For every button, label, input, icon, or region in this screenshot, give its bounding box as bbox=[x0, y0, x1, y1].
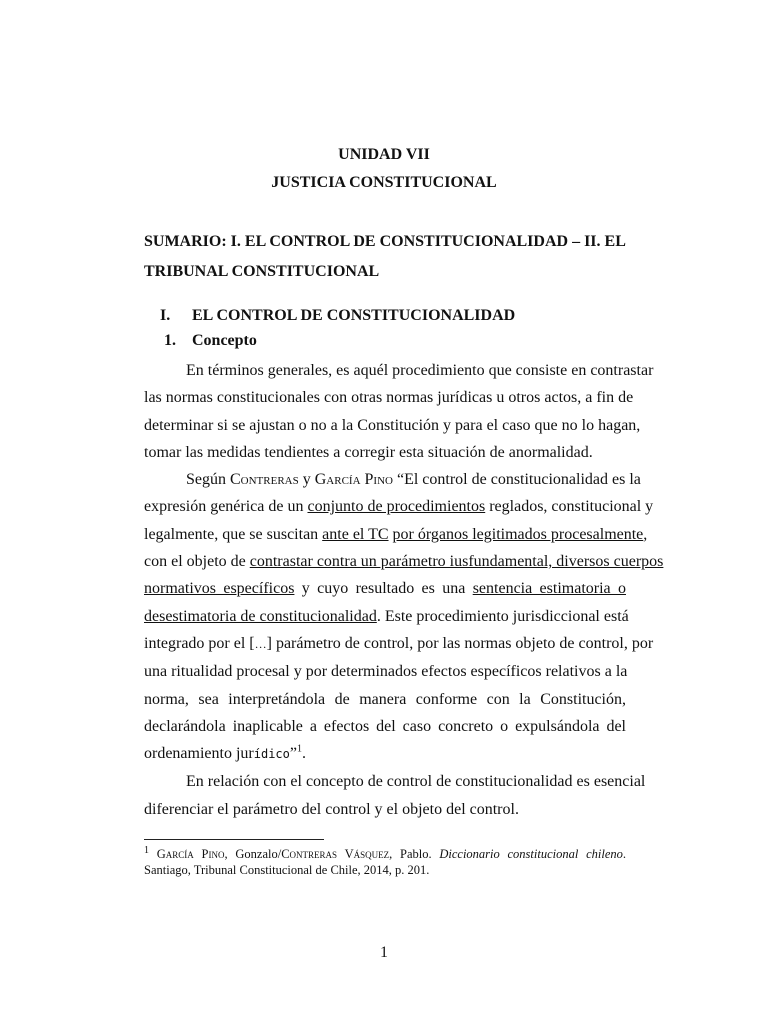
text-run: . bbox=[622, 847, 626, 861]
author-name: García Pino bbox=[156, 847, 225, 861]
text-run: integrado por el [ bbox=[144, 634, 255, 652]
text-run: Según bbox=[186, 471, 230, 489]
footnote-separator bbox=[144, 839, 324, 840]
underlined-phrase: sentencia estimatoria o bbox=[472, 580, 626, 598]
paragraph-line bbox=[144, 603, 629, 630]
underlined-phrase: ante el TC bbox=[322, 525, 389, 543]
footnote bbox=[144, 846, 626, 878]
paragraph-line bbox=[144, 493, 654, 520]
paragraph-3 bbox=[144, 768, 646, 823]
paragraph-line bbox=[144, 630, 654, 658]
paragraph-line: diferenciar el parámetro del control y el objeto del control. bbox=[144, 800, 519, 818]
unit-heading: UNIDAD VII bbox=[338, 146, 430, 163]
paragraph-line: norma, sea interpretándola de manera conforme con la Constitución, bbox=[144, 690, 626, 708]
paragraph-line bbox=[144, 521, 648, 548]
footnote-reference[interactable]: 1 bbox=[296, 743, 302, 755]
text-run: , Pablo. bbox=[389, 847, 440, 861]
paragraph-2 bbox=[144, 466, 664, 768]
text-run: expresión genérica de un bbox=[144, 498, 308, 516]
underlined-phrase: desestimatoria de constitucionalidad bbox=[144, 607, 377, 625]
underlined-phrase: contrastar contra un parámetro iusfundamental, diversos cuerpos bbox=[249, 553, 664, 571]
text-run: , bbox=[643, 525, 648, 543]
paragraph-line: tomar las medidas tendientes a corregir esta situación de anormalidad. bbox=[144, 443, 593, 461]
subsection-heading bbox=[164, 332, 257, 350]
summary-block bbox=[144, 227, 624, 287]
subsection-title: Concepto bbox=[192, 332, 257, 349]
summary-line-1: SUMARIO: I. EL CONTROL DE CONSTITUCIONALIDAD – II. EL bbox=[144, 233, 626, 250]
subsection-number: 1. bbox=[164, 332, 176, 349]
text-run: y bbox=[298, 471, 315, 489]
paragraph-line bbox=[144, 466, 641, 493]
author-name: Contreras Vásquez bbox=[281, 847, 390, 861]
underlined-phrase: conjunto de procedimientos bbox=[307, 498, 486, 516]
paragraph-line bbox=[144, 548, 664, 575]
text-run: ídico bbox=[253, 747, 290, 762]
section-heading bbox=[160, 307, 515, 325]
book-title: Diccionario constitucional chileno bbox=[439, 847, 623, 861]
ellipsis: … bbox=[254, 636, 267, 651]
text-run: . Este procedimiento jurisdiccional está bbox=[376, 607, 629, 625]
section-number: I. bbox=[160, 307, 171, 324]
section-title: EL CONTROL DE CONSTITUCIONALIDAD bbox=[192, 307, 516, 324]
text-run: ordenamiento jur bbox=[144, 745, 254, 763]
footnote-line: Santiago, Tribunal Constitucional de Chile, 2014, p. 201. bbox=[144, 863, 430, 877]
paragraph-line: declarándola inaplicable a efectos del caso concreto o expulsándola del bbox=[144, 717, 626, 735]
paragraph-line: las normas constitucionales con otras normas jurídicas u otros actos, a fin de bbox=[144, 389, 634, 407]
text-run: reglados, constitucional y bbox=[485, 498, 654, 516]
footnote-marker: 1 bbox=[144, 844, 149, 856]
text-run: ” bbox=[289, 745, 297, 763]
text-run: con el objeto de bbox=[144, 553, 250, 571]
underlined-phrase: por órganos legitimados procesalmente bbox=[392, 525, 644, 543]
text-run: . bbox=[301, 745, 306, 763]
text-run: legalmente, que se suscitan bbox=[144, 525, 323, 543]
paragraph-line: En términos generales, es aquél procedimiento que consiste en contrastar bbox=[186, 362, 654, 379]
body-text bbox=[144, 357, 664, 823]
underlined-phrase: normativos específicos bbox=[144, 580, 295, 598]
paragraph-line: una ritualidad procesal y por determinados efectos específicos relativos a la bbox=[144, 663, 628, 681]
paragraph-line: determinar si se ajustan o no a la Constitución y para el caso que no lo hagan, bbox=[144, 416, 641, 434]
author-name: Contreras bbox=[230, 471, 299, 489]
paragraph-line bbox=[144, 575, 626, 602]
text-run: “El control de constitucionalidad es la bbox=[392, 471, 641, 489]
text-run: y cuyo resultado es una bbox=[294, 580, 473, 598]
paragraph-1 bbox=[144, 357, 654, 466]
paragraph-line bbox=[144, 740, 626, 768]
paragraph-line: En relación con el concepto de control de constitucionalidad es esencial bbox=[186, 773, 646, 791]
text-run: , Gonzalo/ bbox=[224, 847, 282, 861]
footnote-line bbox=[144, 846, 626, 862]
chapter-title: JUSTICIA CONSTITUCIONAL bbox=[271, 174, 497, 191]
page-number: 1 bbox=[380, 944, 388, 961]
text-run: ] parámetro de control, por las normas objeto de control, por bbox=[266, 634, 654, 652]
author-name: García Pino bbox=[314, 471, 393, 489]
summary-line-2: TRIBUNAL CONSTITUCIONAL bbox=[144, 263, 380, 280]
